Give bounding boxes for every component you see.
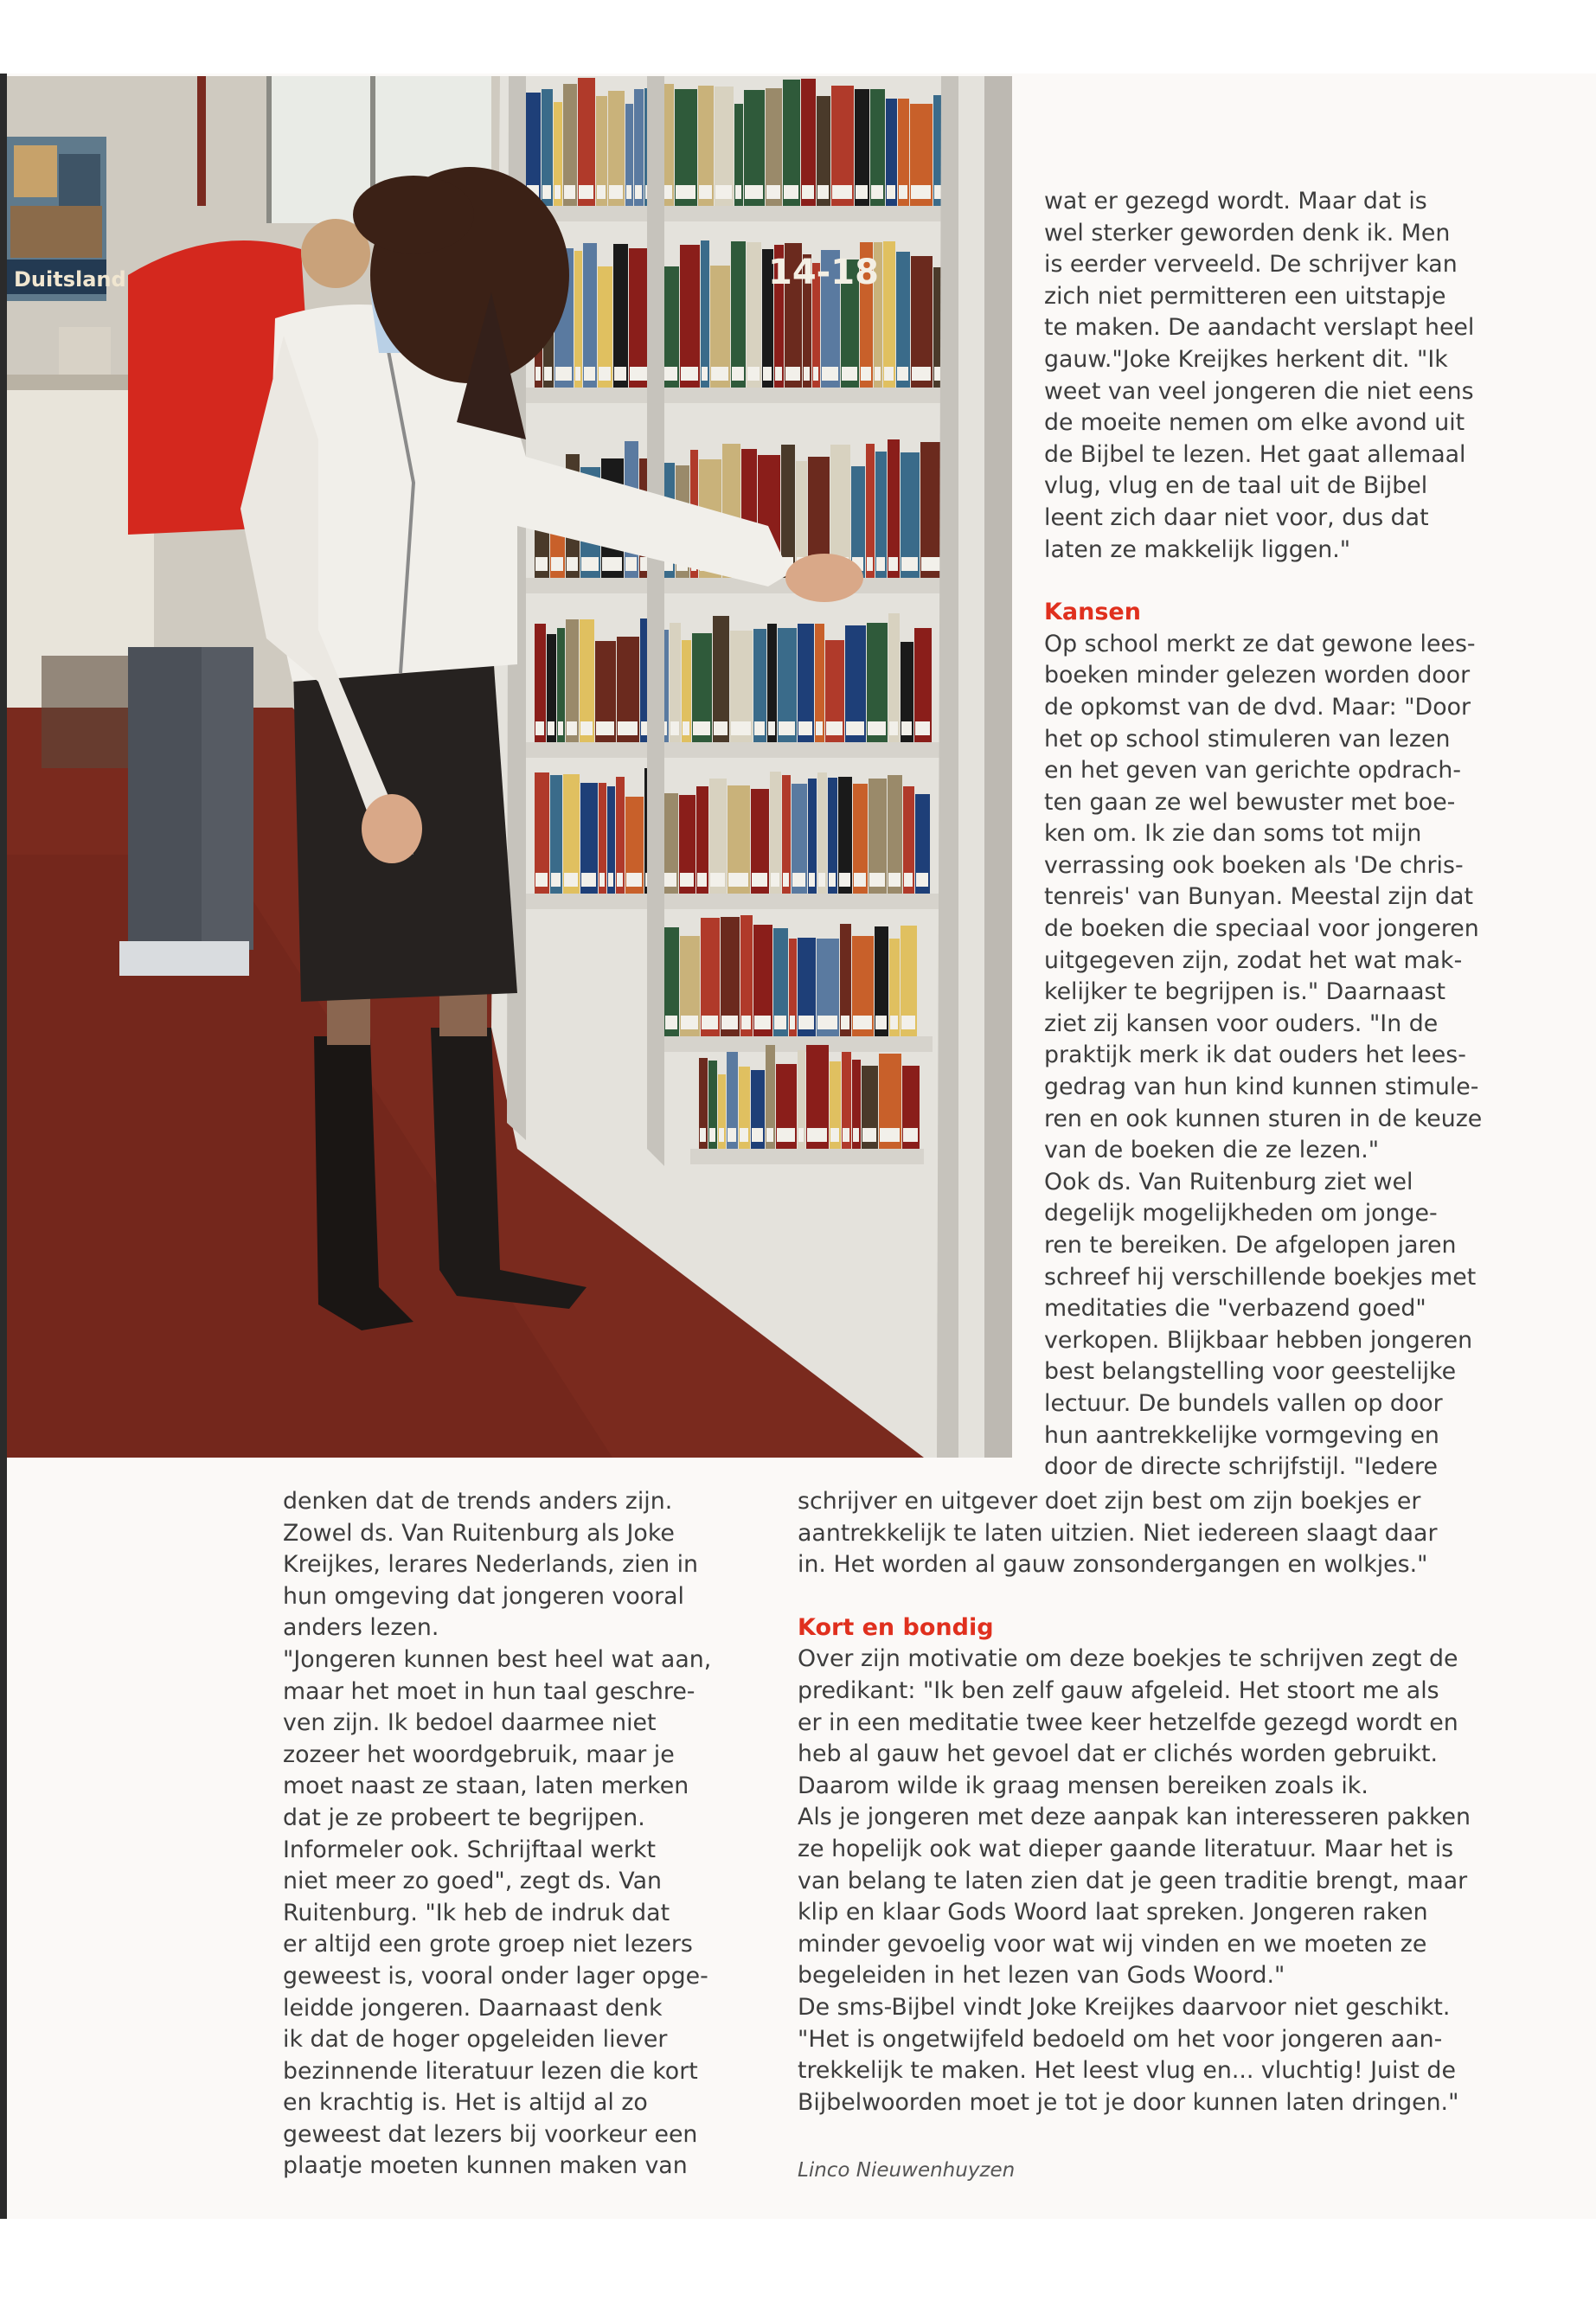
body-line: schreef hij verschillende boekjes met [1044, 1263, 1477, 1291]
book-label [752, 873, 767, 887]
book-label [842, 367, 857, 381]
body-line: weet van veel jongeren die niet eens [1044, 377, 1474, 405]
book-label [581, 873, 596, 887]
book-label [551, 557, 563, 571]
book-label [813, 367, 818, 381]
book-label [867, 557, 873, 571]
book-label [564, 185, 575, 199]
book-label [817, 185, 829, 199]
library-photo [7, 76, 1012, 1458]
shelf-board [526, 388, 950, 403]
book-label [901, 557, 918, 571]
book-label [567, 557, 578, 571]
book-label [783, 873, 789, 887]
shelf-board [690, 1149, 924, 1164]
book-label [697, 873, 707, 887]
body-line: er in een meditatie twee keer hetzelfde gezegd wordt en [798, 1708, 1458, 1736]
book-label [680, 873, 694, 887]
book-label [597, 185, 606, 199]
shelf-board [656, 1036, 933, 1052]
book-label [843, 1128, 849, 1142]
book-label [732, 367, 744, 381]
body-line: verrassing ook boeken als 'De chris- [1044, 851, 1464, 879]
shelf-board [517, 206, 950, 221]
book-label [846, 721, 864, 735]
book-label [884, 367, 894, 381]
book-label [832, 185, 852, 199]
body-line: denken dat de trends anders zijn. [283, 1488, 673, 1515]
body-line: het op school stimuleren van lezen [1044, 725, 1451, 753]
book-spine [680, 245, 700, 388]
book-label [567, 721, 577, 735]
book-label [596, 721, 614, 735]
book-label [584, 367, 595, 381]
body-line: kelijker te begrijpen is." Daarnaast [1044, 978, 1445, 1006]
body-line: in. Het worden al gauw zonsondergangen en wolkjes." [798, 1551, 1428, 1579]
book-spine [701, 240, 709, 388]
book-label [766, 185, 780, 199]
body-line: minder gevoelig voor wat wij vinden en we moeten ze [798, 1930, 1427, 1958]
book-label [784, 185, 798, 199]
book-label [754, 1016, 771, 1029]
book-label [775, 367, 782, 381]
book-label [641, 721, 647, 735]
book-label [875, 1016, 887, 1029]
body-line: leidde jongeren. Daarnaast denk [283, 1994, 663, 2022]
book-label [841, 1016, 849, 1029]
section-heading-kort-en-bondig: Kort en bondig [798, 1613, 994, 1641]
book-label [854, 873, 866, 887]
body-line: leent zich daar niet voor, dus dat [1044, 503, 1429, 531]
body-line: Bijbelwoorden moet je tot je door kunnen laten dringen." [798, 2088, 1459, 2116]
book-label [868, 721, 886, 735]
body-line: tenreis' van Bunyan. Meestal zijn dat [1044, 883, 1473, 911]
book-label [663, 367, 677, 381]
book-label [579, 185, 593, 199]
body-line: best belangstelling voor geestelijke [1044, 1358, 1457, 1386]
book-label [888, 873, 901, 887]
book-label [535, 873, 548, 887]
body-line: Informeler ook. Schrijftaal werkt [283, 1836, 657, 1863]
body-line: van de boeken die ze lezen." [1044, 1137, 1380, 1164]
book-label [790, 1016, 795, 1029]
book-label [544, 367, 552, 381]
body-line: dat je ze probeert te begrijpen. [283, 1804, 645, 1831]
book-label [897, 367, 908, 381]
body-line: maar het moet in hun taal geschre- [283, 1677, 695, 1705]
book-label [617, 873, 623, 887]
book-label [779, 721, 795, 735]
book-spine [747, 242, 761, 388]
book-label [934, 367, 941, 381]
body-line: ken om. Ik zie dan soms tot mijn [1044, 820, 1422, 848]
book-label [558, 721, 563, 735]
book-label [575, 367, 580, 381]
section-heading-kansen: Kansen [1044, 599, 1141, 626]
book-label [798, 1016, 814, 1029]
body-line: aantrekkelijk te laten uitzien. Niet iedereen slaagt daar [798, 1519, 1438, 1547]
book-label [715, 185, 732, 199]
shelf-board [526, 578, 950, 593]
book-label [551, 873, 561, 887]
shelf-board [526, 894, 941, 909]
book-label [599, 367, 611, 381]
book-label [912, 367, 931, 381]
body-line: ren en ook kunnen sturen in de keuze [1044, 1105, 1483, 1132]
body-line: heb al gauw het gevoel dat er clichés worden gebruikt. [798, 1740, 1439, 1768]
paragraph-gap [798, 1581, 1516, 1612]
book-label [771, 873, 779, 887]
body-line: Kreijkes, lerares Nederlands, zien in [283, 1551, 699, 1579]
body-line: anders lezen. [283, 1614, 439, 1642]
book-label [745, 185, 763, 199]
book-label [807, 1128, 827, 1142]
body-line: ven zijn. Ik bedoel daarmee niet [283, 1709, 657, 1737]
book-label [839, 873, 850, 887]
book-label [887, 185, 895, 199]
book-label [608, 873, 613, 887]
book-label [774, 1016, 786, 1029]
book-label [862, 1128, 876, 1142]
body-line: "Jongeren kunnen best heel wat aan, [283, 1645, 712, 1673]
book-label [727, 1128, 736, 1142]
book-label [901, 1016, 915, 1029]
body-line: Ruitenburg. "Ik heb de indruk dat [283, 1899, 670, 1926]
body-line: De sms-Bijbel vindt Joke Kreijkes daarvoor niet geschikt. [798, 1993, 1451, 2021]
book-spine [883, 241, 895, 388]
byline: Linco Nieuwenhuyzen [798, 2159, 1016, 2182]
body-line: door de directe schrijfstijl. "Iedere [1044, 1453, 1438, 1481]
book-label [890, 1016, 898, 1029]
book-label [871, 185, 883, 199]
book-label [599, 873, 605, 887]
book-label [614, 367, 626, 381]
body-line: ren te bereiken. De afgelopen jaren [1044, 1232, 1457, 1259]
book-label [728, 873, 748, 887]
book-label [792, 873, 805, 887]
book-label [665, 1016, 677, 1029]
book-spine [583, 243, 597, 388]
poster-text: Duitsland [14, 267, 126, 292]
book-label [683, 721, 689, 735]
book-label [710, 873, 725, 887]
book-label [889, 721, 898, 735]
book-label [763, 367, 772, 381]
book-cover-label: 14-18 [768, 253, 879, 292]
body-line: trekkelijk te maken. Het leest vlug en... vluchtig! Juist de [798, 2057, 1456, 2085]
body-line: Over zijn motivatie om deze boekjes te schrijven zegt de [798, 1645, 1458, 1673]
book-label [580, 721, 593, 735]
book-label [903, 1128, 918, 1142]
book-label [581, 557, 599, 571]
body-line: Op school merkt ze dat gewone lees- [1044, 630, 1476, 657]
body-line: degelijk mogelijkheden om jonge- [1044, 1200, 1438, 1227]
book-label [904, 873, 913, 887]
book-label [875, 367, 881, 381]
book-label [731, 721, 751, 735]
book-label [915, 721, 930, 735]
book-label [880, 1128, 900, 1142]
body-line: Zowel ds. Van Ruitenburg als Joke [283, 1519, 675, 1547]
book-label [670, 721, 679, 735]
book-label [735, 185, 741, 199]
body-line: moet naast ze staan, laten merken [283, 1772, 689, 1800]
book-label [768, 721, 775, 735]
book-label [709, 1128, 715, 1142]
body-line: de moeite nemen om elke avond uit [1044, 409, 1465, 437]
book-label [798, 721, 812, 735]
book-label [555, 367, 572, 381]
book-label [630, 367, 649, 381]
page-edge-rule [0, 74, 7, 2219]
book-label [618, 721, 638, 735]
book-label [699, 185, 712, 199]
book-label [798, 1128, 804, 1142]
book-label [777, 1128, 795, 1142]
body-line: begeleiden in het lezen van Gods Woord." [798, 1962, 1285, 1990]
article-column-right-bottom [798, 1486, 1516, 2118]
book-label [861, 367, 871, 381]
body-line: ziet zij kansen voor ouders. "In de [1044, 1009, 1439, 1037]
book-label [535, 367, 541, 381]
top-margin [0, 0, 1596, 74]
body-line: niet meer zo goed", zegt ds. Van [283, 1868, 663, 1895]
book-label [853, 1128, 859, 1142]
body-line: bezinnende literatuur lezen die kort [283, 2057, 698, 2085]
book-label [856, 185, 868, 199]
book-label [830, 1128, 839, 1142]
body-line: geweest is, vooral onder lager opge- [283, 1962, 708, 1990]
body-line: vlug, vlug en de taal uit de Bijbel [1044, 472, 1428, 500]
book-label [740, 1128, 748, 1142]
book-label [869, 873, 885, 887]
body-line: Daarom wilde ik graag mensen bereiken zoals ik. [798, 1772, 1368, 1799]
body-line: laten ze makkelijk liggen." [1044, 535, 1351, 563]
book-spine [731, 241, 746, 388]
body-line: de Bijbel te lezen. Het gaat allemaal [1044, 440, 1466, 468]
book-label [754, 721, 765, 735]
book-label [853, 1016, 872, 1029]
body-line: gauw."Joke Kreijkes herkent dit. "Ik [1044, 345, 1448, 373]
book-label [916, 873, 928, 887]
book-label [822, 367, 838, 381]
book-label [609, 185, 623, 199]
book-label [625, 557, 637, 571]
article-column-left-bottom [283, 1486, 733, 2182]
book-label [711, 367, 728, 381]
body-line: verkopen. Blijkbaar hebben jongeren [1044, 1326, 1473, 1354]
book-label [766, 1128, 773, 1142]
body-line: plaatje moeten kunnen maken van [283, 2152, 688, 2180]
body-line: schrijver en uitgever doet zijn best om zijn boekjes er [798, 1488, 1421, 1515]
book-label [681, 1016, 698, 1029]
book-label [626, 873, 642, 887]
body-line: zozeer het woordgebruik, maar je [283, 1740, 675, 1768]
book-label [817, 1016, 837, 1029]
book-label [802, 185, 814, 199]
body-line: gedrag van hun kind kunnen stimule- [1044, 1074, 1479, 1101]
body-line: van belang te laten zien dat je geen traditie brengt, maar [798, 1867, 1468, 1894]
book-label [829, 873, 836, 887]
book-label [899, 185, 907, 199]
body-line: te maken. De aandacht verslapt heel [1044, 314, 1475, 342]
book-label [702, 367, 708, 381]
book-label [626, 185, 631, 199]
book-label [681, 367, 698, 381]
body-line: Als je jongeren met deze aanpak kan interesseren pakken [798, 1804, 1471, 1831]
body-line: ze hopelijk ook wat dieper gaande literatuur. Maar het is [798, 1835, 1454, 1862]
book-label [921, 557, 940, 571]
shelf-board [526, 742, 945, 758]
bottom-margin [0, 2219, 1596, 2301]
body-line: meditaties die "verbazend goed" [1044, 1295, 1426, 1323]
book-label [635, 185, 642, 199]
book-label [676, 185, 695, 199]
body-line: ten gaan ze wel bewuster met boe- [1044, 788, 1456, 816]
book-label [741, 1016, 751, 1029]
book-label [888, 557, 898, 571]
book-label [693, 721, 710, 735]
book-label [602, 557, 622, 571]
body-line: wat er gezegd wordt. Maar dat is [1044, 188, 1427, 215]
book-label [554, 185, 561, 199]
body-line: ik dat de hoger opgeleiden liever [283, 2026, 668, 2054]
book-label [752, 1128, 763, 1142]
body-line: klip en klaar Gods Woord laat spreken. Jongeren raken [798, 1899, 1428, 1926]
book-label [564, 873, 578, 887]
body-line: "Het is ongetwijfeld bedoeld om het voor jongeren aan- [798, 2025, 1443, 2053]
body-line: Ook ds. Van Ruitenburg ziet wel [1044, 1168, 1413, 1195]
book-label [535, 557, 548, 571]
body-line: is eerder verveeld. De schrijver kan [1044, 251, 1458, 279]
book-label [721, 1016, 738, 1029]
body-line: en krachtig is. Het is altijd al zo [283, 2089, 648, 2117]
body-line: de boeken die speciaal voor jongeren [1044, 915, 1479, 943]
book-label [809, 873, 815, 887]
body-line: er altijd een grote groep niet lezers [283, 1931, 693, 1958]
body-line: hun aantrekkelijke vormgeving en [1044, 1421, 1439, 1449]
book-label [816, 721, 823, 735]
book-label [747, 367, 760, 381]
book-label [818, 873, 825, 887]
book-label [804, 367, 810, 381]
book-spine [613, 244, 628, 388]
book-label [702, 1016, 718, 1029]
book-label [548, 721, 554, 735]
book-label [901, 721, 912, 735]
book-label [826, 721, 843, 735]
body-line: wel sterker geworden denk ik. Men [1044, 219, 1451, 247]
book-label [535, 721, 544, 735]
book-label [714, 721, 727, 735]
article-column-right-top [1044, 186, 1511, 1484]
body-line: boeken minder gelezen worden door [1044, 662, 1471, 689]
book-label [785, 367, 800, 381]
body-line: praktijk merk ik dat ouders het lees- [1044, 1042, 1466, 1069]
book-label [719, 1128, 724, 1142]
body-line: geweest dat lezers bij voorkeur een [283, 2120, 698, 2148]
body-line: de opkomst van de dvd. Maar: "Door [1044, 693, 1471, 721]
book-label [542, 185, 551, 199]
book-label [911, 185, 931, 199]
body-line: en het geven van gerichte opdrach- [1044, 757, 1462, 785]
body-line: lectuur. De bundels vallen op door [1044, 1389, 1443, 1417]
book-label [876, 557, 885, 571]
body-line: hun omgeving dat jongeren vooral [283, 1582, 684, 1610]
book-label [700, 1128, 706, 1142]
body-line: uitgegeven zijn, zodat het wat mak- [1044, 946, 1463, 974]
paragraph-gap [1044, 566, 1511, 597]
body-line: zich niet permitteren een uitstapje [1044, 282, 1446, 310]
body-line: predikant: "Ik ben zelf gauw afgeleid. Het stoort me als [798, 1676, 1439, 1704]
